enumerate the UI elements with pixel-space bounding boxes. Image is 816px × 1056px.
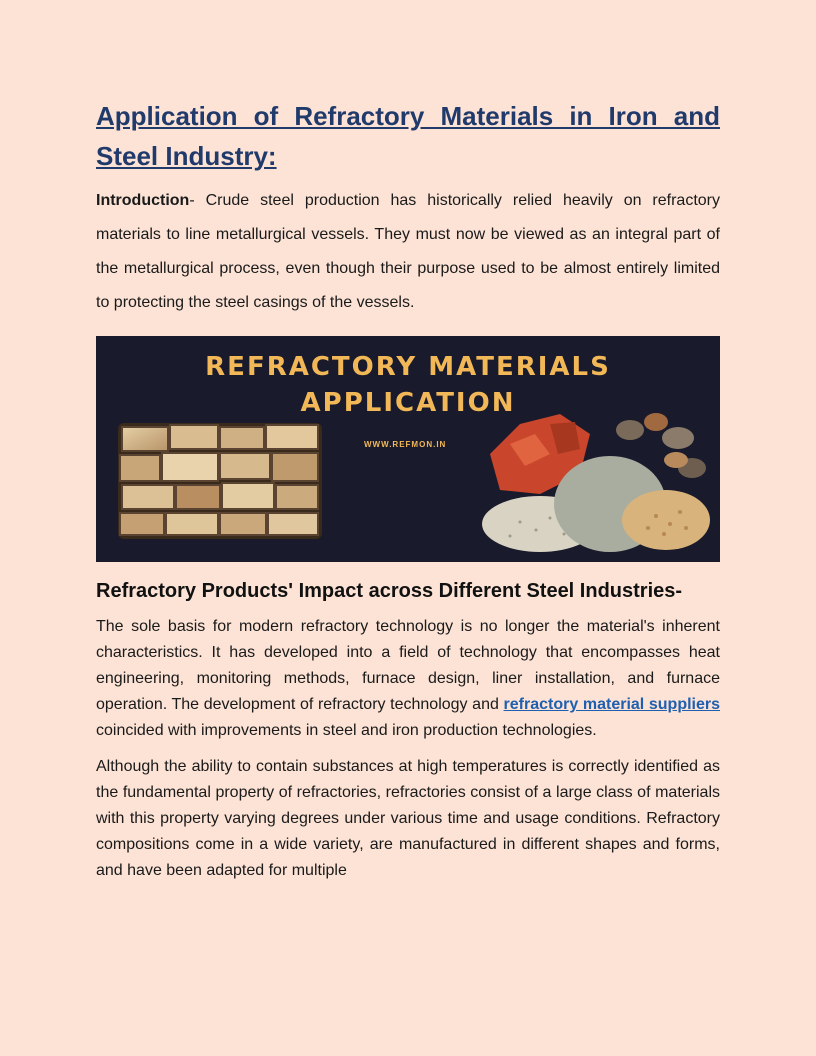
- banner-title-line2: APPLICATION: [300, 388, 516, 418]
- page-title: Application of Refractory Materials in Iron and Steel Industry:: [96, 101, 720, 171]
- paragraph-1-text-end: coincided with improvements in steel and iron production technologies.: [96, 722, 597, 739]
- paragraph-2: Although the ability to contain substances at high temperatures is correctly identified as the fundamental property of refractories, refractories consist of a large class of materials with this property varying degrees under various time and usage conditions. Refractory compositions come in a wide variety, are manufactured in different shapes and forms, and have been adapted for multiple: [96, 758, 720, 879]
- intro-paragraph: [96, 184, 720, 320]
- refractory-suppliers-link[interactable]: refractory material suppliers: [503, 696, 721, 713]
- banner-image: [96, 336, 720, 562]
- bricks-photo: [118, 423, 322, 539]
- intro-label: Introduction: [96, 192, 190, 209]
- paragraph-1-text-start: The sole basis for modern refractory technology is no longer the material's inherent characteristics. It has developed into a field of technology that encompasses heat engineering, monitoring methods, furnace design, liner installation, and furnace operation. The development of refractory technology and: [96, 618, 720, 713]
- banner-title-line1: REFRACTORY MATERIALS: [205, 352, 611, 382]
- intro-text: - Crude steel production has historically relied heavily on refractory materials to line metallurgical vessels. They must now be viewed as an integral part of the metallurgical process, even though their purpose used to be almost entirely limited to protecting the steel casings of the vessels.: [96, 192, 720, 311]
- paragraph-1: [96, 614, 720, 744]
- document-content: [96, 96, 720, 884]
- refractory-aggregates-photo: [480, 394, 712, 554]
- section-heading: Refractory Products' Impact across Different Steel Industries-: [96, 580, 683, 602]
- banner-url: WWW.REFMON.IN: [364, 440, 447, 449]
